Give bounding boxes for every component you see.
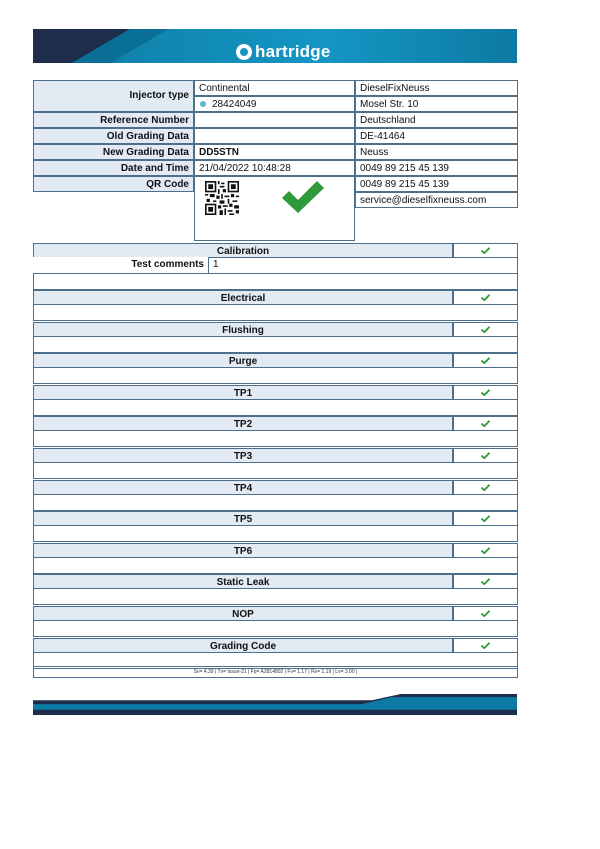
qr-code-icon bbox=[205, 181, 239, 215]
company-postcode: DE-41464 bbox=[355, 128, 518, 144]
section-title: Electrical bbox=[33, 290, 453, 305]
check-icon bbox=[481, 515, 490, 522]
check-icon bbox=[481, 484, 490, 491]
footer-banner bbox=[33, 694, 517, 715]
check-icon bbox=[481, 547, 490, 554]
test-section bbox=[33, 638, 518, 669]
company-city: Neuss bbox=[355, 144, 518, 160]
section-result bbox=[453, 543, 518, 558]
check-icon bbox=[481, 578, 490, 585]
section-details bbox=[33, 589, 518, 605]
section-title: TP5 bbox=[33, 511, 453, 526]
value-new-grading: DD5STN bbox=[194, 144, 355, 160]
section-title: Grading Code bbox=[33, 638, 453, 653]
brand-name: hartridge bbox=[255, 42, 331, 61]
section-title: Flushing bbox=[33, 322, 453, 337]
value-injector-make: Continental bbox=[194, 80, 355, 96]
test-section bbox=[33, 385, 518, 416]
hartridge-logo-icon bbox=[236, 44, 252, 60]
check-icon bbox=[481, 420, 490, 427]
check-icon bbox=[481, 389, 490, 396]
section-title-calibration: Calibration bbox=[33, 243, 453, 258]
section-title: TP6 bbox=[33, 543, 453, 558]
section-title: Static Leak bbox=[33, 574, 453, 589]
value-reference-number bbox=[194, 112, 355, 128]
test-section bbox=[33, 480, 518, 511]
value-date-time: 21/04/2022 10:48:28 bbox=[194, 160, 355, 176]
section-result bbox=[453, 322, 518, 337]
section-details bbox=[33, 495, 518, 511]
section-result bbox=[453, 448, 518, 463]
check-icon bbox=[279, 179, 327, 215]
section-result bbox=[453, 574, 518, 589]
test-section bbox=[33, 543, 518, 574]
section-details bbox=[33, 558, 518, 574]
check-icon bbox=[481, 642, 490, 649]
section-title: TP4 bbox=[33, 480, 453, 495]
section-result bbox=[453, 385, 518, 400]
check-icon bbox=[481, 452, 490, 459]
section-result bbox=[453, 480, 518, 495]
value-injector-number: 28424049 bbox=[212, 99, 257, 110]
company-phone-1: 0049 89 215 45 139 bbox=[355, 160, 518, 176]
label-reference-number: Reference Number bbox=[33, 112, 194, 128]
company-email: service@dieselfixneuss.com bbox=[355, 192, 518, 208]
injector-info-table bbox=[33, 80, 518, 241]
check-icon bbox=[481, 294, 490, 301]
check-icon bbox=[481, 610, 490, 617]
label-injector-type: Injector type bbox=[33, 80, 194, 112]
section-result bbox=[453, 353, 518, 368]
section-title: Purge bbox=[33, 353, 453, 368]
test-section bbox=[33, 353, 518, 384]
label-test-comments: Test comments bbox=[33, 257, 209, 273]
test-section bbox=[33, 511, 518, 542]
calibration-section bbox=[33, 243, 518, 290]
section-result-calibration bbox=[453, 243, 518, 258]
label-qr-code: QR Code bbox=[33, 176, 194, 192]
label-date-time: Date and Time bbox=[33, 160, 194, 176]
section-result bbox=[453, 290, 518, 305]
value-test-comments: 1 bbox=[213, 259, 219, 270]
test-section bbox=[33, 290, 518, 321]
test-section bbox=[33, 448, 518, 479]
brand-logo bbox=[236, 41, 330, 63]
section-details bbox=[33, 431, 518, 447]
company-country: Deutschland bbox=[355, 112, 518, 128]
section-result bbox=[453, 606, 518, 621]
company-street: Mosel Str. 10 bbox=[355, 96, 518, 112]
section-details bbox=[33, 463, 518, 479]
section-title: TP2 bbox=[33, 416, 453, 431]
company-name: DieselFixNeuss bbox=[355, 80, 518, 96]
section-details bbox=[33, 621, 518, 637]
label-new-grading: New Grading Data bbox=[33, 144, 194, 160]
test-section bbox=[33, 322, 518, 353]
section-result bbox=[453, 416, 518, 431]
section-title: NOP bbox=[33, 606, 453, 621]
test-section bbox=[33, 606, 518, 637]
footer-version-info: Sv= 4.39 | Tv= Issue-31 | Fp= A2814802 | Fv= 1.17 | Rv= 1.19 | Lv= 3.00 | bbox=[33, 666, 518, 678]
check-icon bbox=[481, 326, 490, 333]
section-details bbox=[33, 305, 518, 321]
value-old-grading bbox=[194, 128, 355, 144]
company-phone-2: 0049 89 215 45 139 bbox=[355, 176, 518, 192]
status-dot-icon bbox=[200, 101, 206, 107]
section-result bbox=[453, 638, 518, 653]
check-icon bbox=[481, 357, 490, 364]
section-result bbox=[453, 511, 518, 526]
check-icon bbox=[481, 247, 490, 254]
section-details bbox=[33, 337, 518, 353]
section-title: TP1 bbox=[33, 385, 453, 400]
value-injector-number-cell bbox=[194, 96, 355, 112]
section-details bbox=[33, 400, 518, 416]
test-section bbox=[33, 574, 518, 605]
section-details bbox=[33, 368, 518, 384]
section-details bbox=[33, 526, 518, 542]
test-section bbox=[33, 416, 518, 447]
label-old-grading: Old Grading Data bbox=[33, 128, 194, 144]
section-title: TP3 bbox=[33, 448, 453, 463]
